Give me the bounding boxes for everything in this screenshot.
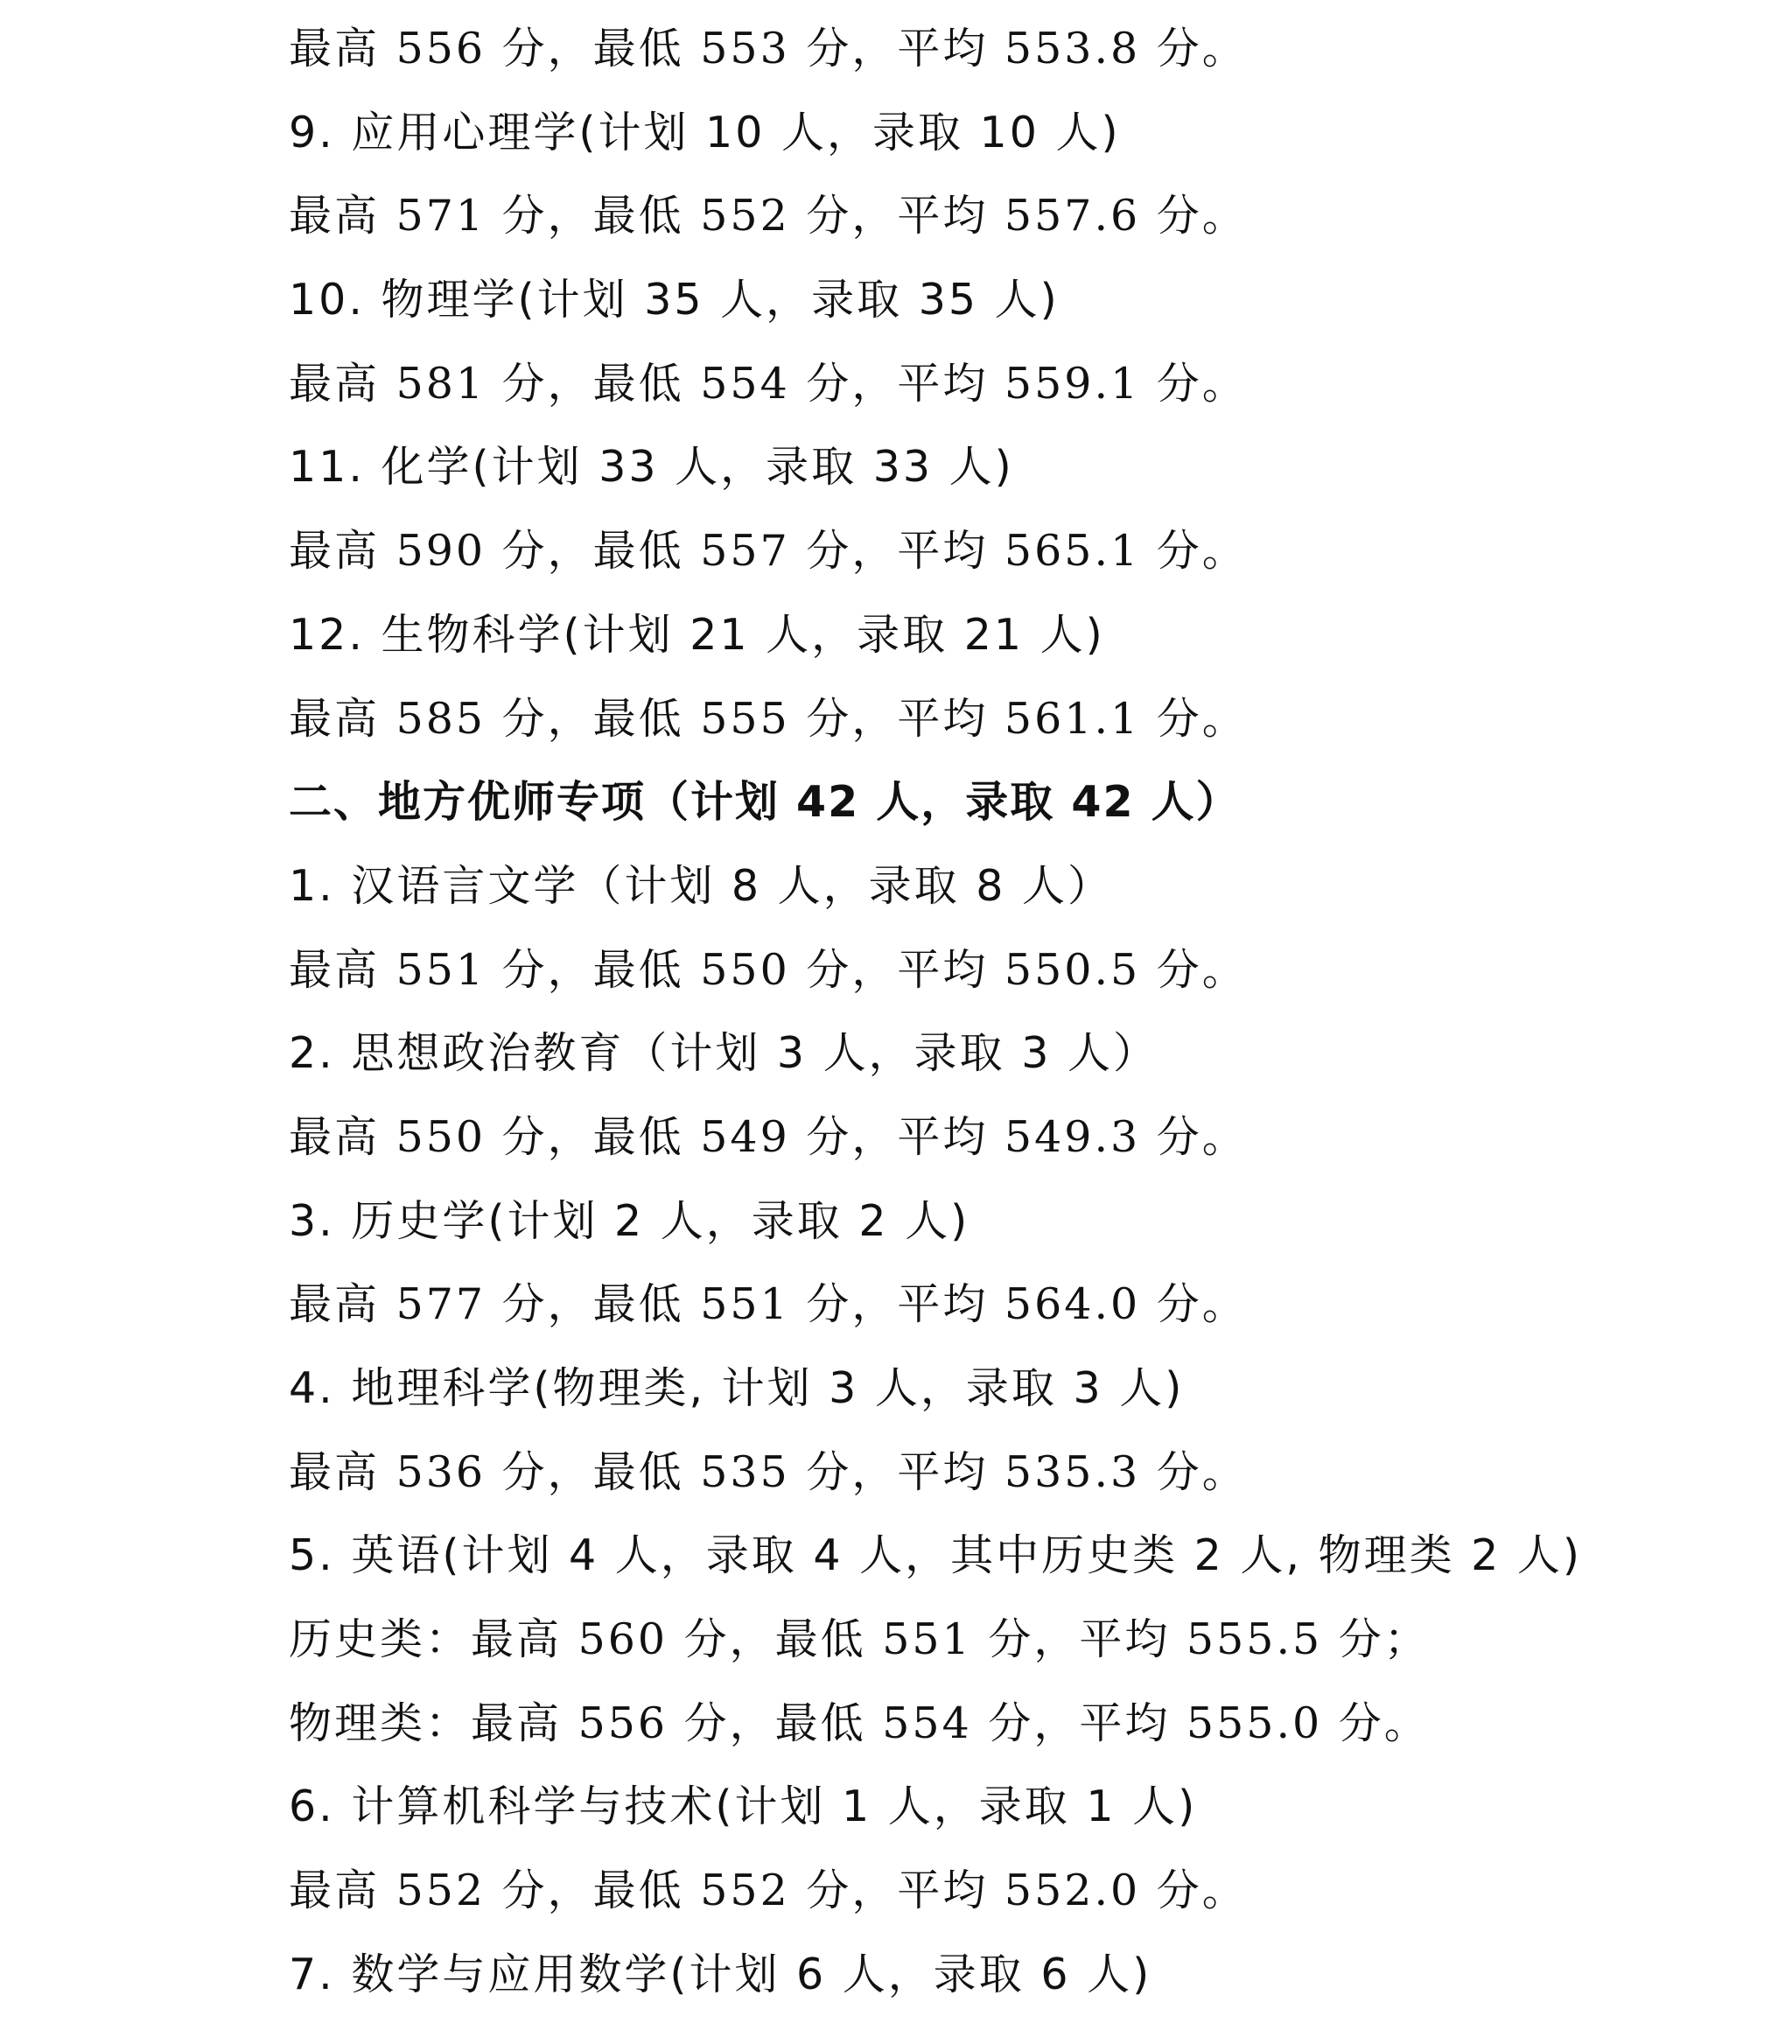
major-item: 7. 数学与应用数学(计划 6 人，录取 6 人) xyxy=(289,1949,1152,1999)
major-item: 12. 生物科学(计划 21 人，录取 21 人) xyxy=(289,609,1105,660)
major-item: 6. 计算机科学与技术(计划 1 人，录取 1 人) xyxy=(289,1782,1198,1832)
score-line: 最高 556 分，最低 553 分，平均 553.8 分。 xyxy=(289,24,1248,74)
score-line: 最高 581 分，最低 554 分，平均 559.1 分。 xyxy=(289,358,1248,409)
major-item: 1. 汉语言文学（计划 8 人，录取 8 人） xyxy=(289,860,1113,911)
section-heading: 二、地方优师专项（计划 42 人，录取 42 人） xyxy=(289,777,1241,828)
score-line: 最高 590 分，最低 557 分，平均 565.1 分。 xyxy=(289,526,1248,577)
score-line-physics: 物理类：最高 556 分，最低 554 分，平均 555.0 分。 xyxy=(289,1698,1430,1748)
score-line: 最高 551 分，最低 550 分，平均 550.5 分。 xyxy=(289,944,1248,995)
document-body xyxy=(289,7,1776,2017)
score-line: 最高 577 分，最低 551 分，平均 564.0 分。 xyxy=(289,1279,1248,1330)
major-item: 10. 物理学(计划 35 人，录取 35 人) xyxy=(289,275,1060,326)
major-item: 11. 化学(计划 33 人，录取 33 人) xyxy=(289,442,1014,493)
major-item: 4. 地理科学(物理类, 计划 3 人，录取 3 人) xyxy=(289,1363,1185,1413)
major-item: 5. 英语(计划 4 人，录取 4 人，其中历史类 2 人, 物理类 2 人) xyxy=(289,1530,1583,1581)
score-line: 最高 571 分，最低 552 分，平均 557.6 分。 xyxy=(289,191,1248,242)
score-line: 最高 552 分，最低 552 分，平均 552.0 分。 xyxy=(289,1866,1248,1916)
major-item: 9. 应用心理学(计划 10 人，录取 10 人) xyxy=(289,107,1121,158)
score-line: 最高 585 分，最低 555 分，平均 561.1 分。 xyxy=(289,693,1248,744)
score-line: 最高 550 分，最低 549 分，平均 549.3 分。 xyxy=(289,1111,1248,1162)
major-item: 3. 历史学(计划 2 人，录取 2 人) xyxy=(289,1195,970,1246)
score-line-history: 历史类：最高 560 分，最低 551 分，平均 555.5 分； xyxy=(289,1614,1430,1665)
major-item: 2. 思想政治教育（计划 3 人，录取 3 人） xyxy=(289,1028,1158,1079)
score-line: 最高 536 分，最低 535 分，平均 535.3 分。 xyxy=(289,1446,1248,1497)
